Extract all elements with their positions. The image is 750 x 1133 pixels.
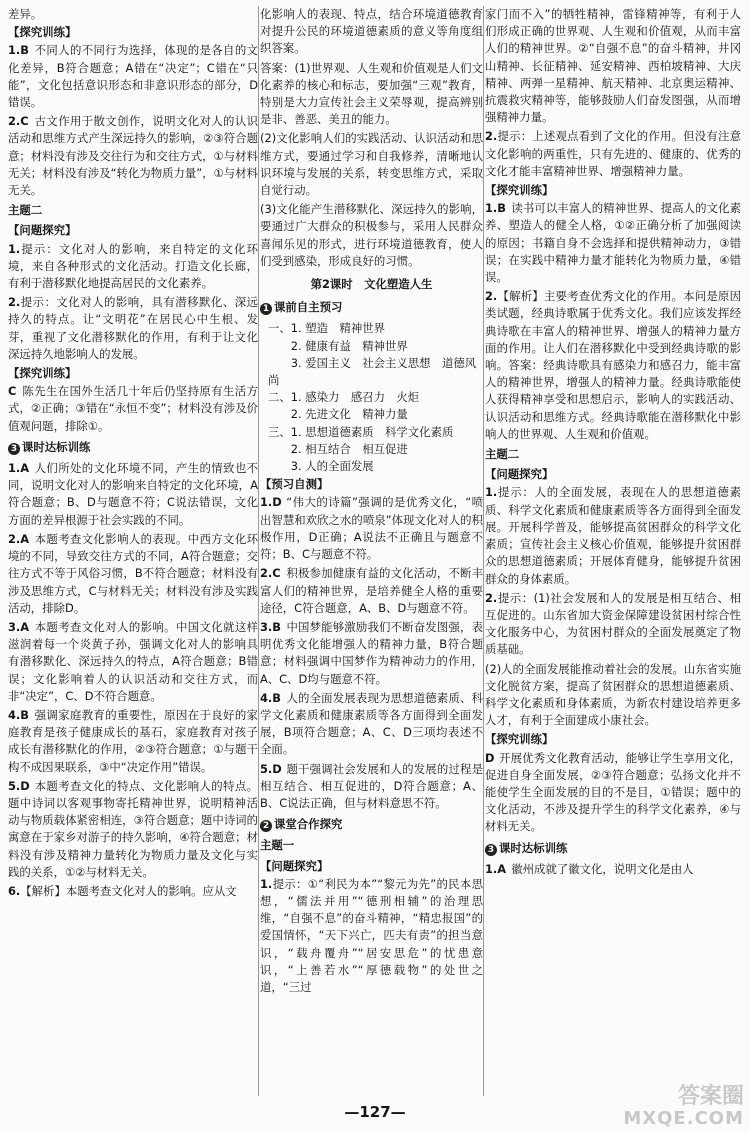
answer-item [8,42,258,111]
lesson-title: 第2课时 文化塑造人生 [310,277,433,292]
section-number-icon: 3 [485,844,497,856]
section-heading [260,816,483,833]
answer-letter: C [20,114,29,129]
fill-answer-line: 2. 健康有益 精神世界 [268,338,408,353]
answer-explanation: 徽州成就了徽文化，说明文化是由人 [511,861,694,876]
exercise-tag: 【探究训练】 [485,732,554,747]
answer-letter: A [20,461,30,476]
section-title: 课前自主预习 [274,300,343,315]
answer-item [8,531,258,617]
answer-letter: B [20,707,29,722]
answer-item [260,494,483,563]
exercise-tag: 【探究训练】 [8,366,77,381]
answer-item [260,876,483,996]
answer-item [485,128,741,180]
section-heading [8,439,258,456]
answer-item [260,690,483,759]
answer-explanation: 不同人的不同行为选择，体现的是各自的文化差异，B符合题意；A错在“决定”；C错在“只能”，文化包括意识形态和非意识形态的部分，D错误。 [8,43,258,110]
question-number: 2. [485,129,498,144]
answer-explanation: 读书可以丰富人的精神世界、提高人的文化素养、塑造人的健全人格，①②正确分析了加强阅读的原因；书籍自身不会选择和提供精神动力，③错误；在实践中精神力量才能转化为物质力量，④错误。 [485,201,741,285]
question-number: 1. [485,201,498,216]
answer-letter: A [20,619,30,634]
section-title: 课时达标训练 [499,840,568,855]
question-number: 5. [8,778,21,793]
question-number: 2. [260,566,273,581]
answer-letter: B [272,690,281,705]
answer-letter: D [272,495,282,510]
answer-explanation: 提示：上述观点看到了文化的作用。但没有注意文化影响的两重性，只有先进的、健康的、优秀的文化才能丰富精神世界、增强精神力量。 [485,129,741,178]
question-number: 1. [260,876,273,891]
answer-column-middle [260,6,483,1096]
answer-item [8,294,258,363]
answer-explanation: 陈先生在国外生活几十年后仍坚持原有生活方式，②正确；③错在“永恒不变”；材料没有涉及价值观问题，排除①。 [8,384,258,433]
fill-answer-line: 2. 相互结合 相互促进 [268,441,408,456]
answer-explanation: 本题考查文化影响人的表现。中西方文化环境的不同，导致交往方式的不同，A符合题意；交往方式不等于风俗习惯，B不符合题意；材料没有涉及思维方式，C与材料无关；材料没有涉及实践活动，排除D。 [8,531,258,615]
section-heading [260,299,483,316]
question-number: 3. [8,619,21,634]
answer-item [8,383,258,435]
fill-answer-line: 3. 人的全面发展 [268,459,374,474]
answer-item [485,861,741,878]
answer-item [8,707,258,776]
answer-explanation: 开展优秀文化教育活动，能够让学生享用文化，促进自身全面发展，②③符合题意；弘扬文化并不能使学生全面发展的目的不是目，①错误；题中的文化活动，不涉及提升学生的科学文化素养，④与材料无关。 [485,750,741,834]
answer-item [260,619,483,688]
page-number: —127— [344,1102,406,1121]
answer-explanation: 人们所处的文化环境不同，产生的情致也不同，说明文化对人的影响来自特定的文化环境，A符合题意；B、D与题意不符；C说法错误，文化方面的差异根源于社会实践的不同。 [8,461,258,527]
answer-explanation: 【解析】主要考查优秀文化的作用。本问是原因类试题，经典诗歌属于优秀文化。我们应该发挥经典诗歌在丰富人的精神世界、增强人的精神力量方面的作用。让人们在潜移默化中受到经典诗歌的影响。答案：经典诗歌具有感染力和感召力，能丰富人的精神世界，增强人的精神力量。经典诗歌能使人获得精神享受和思想启示，影响人的实践活动、认识活动和思维方式。经典诗歌能在潜移默化中影响人的世界观、人生观和价值观。 [485,289,741,441]
answer-item [260,565,483,617]
answer-item [8,113,258,199]
answer-explanation: 人的全面发展表现为思想道德素质、科学文化素质和健康素质等各方面得到全面发展，B项符合题意；A、C、D三项均表述不全面。 [260,690,483,757]
exercise-tag: 【问题探究】 [485,467,554,482]
answer-letter: B [272,619,281,634]
exercise-tag: 【问题探究】 [260,858,329,873]
fill-answer-line: 2. 先进文化 精神力量 [268,407,408,422]
answer-item [8,241,258,293]
section-number-icon: 3 [8,443,20,455]
section-number-icon: 1 [260,303,272,315]
question-number: 6. [8,883,21,898]
answer-item [8,778,258,881]
answer-letter: D [485,750,495,765]
answer-explanation: 提示：文化对人的影响，具有潜移默化、深远持久的特点。让“文明花”在居民心中生根、发芽，重视了文化潜移默化的作用，有利于让文化深远持久地影响人的发展。 [8,295,258,361]
answer-item [485,200,741,286]
answer-item [8,460,258,529]
answer-item [8,883,258,900]
answer-column-left [8,6,258,1096]
answer-letter: A [497,861,507,876]
answer-letter: D [272,761,282,776]
fill-answer-line: 三、1. 思想道德素质 科学文化素质 [268,424,454,439]
section-number-icon: 2 [260,820,272,832]
answer-explanation: 提示：(1)社会发展和人的发展是相互结合、相互促进的。山东省加大资金保障建设贫困村综合性文化服务中心，为贫困村群众的全面发展奠定了物质基础。 [485,590,741,657]
question-number: 1. [8,461,21,476]
answer-explanation: 提示：人的全面发展，表现在人的思想道德素质、科学文化素质和健康素质等各方面得到全面发展。开展科学普及，能够提高贫困群众的科学文化素质；宣传社会主义核心价值观，能够提升贫困群众的思想道德素质；开展体育健身，能够提升贫困群众的身体素质。 [485,485,741,586]
answer-explanation: 提示：①“利民为本”“黎元为先”的民本思想，“儒法并用”“德刑相辅”的治理思维，“自强不息”的奋斗精神，“精忠报国”的爱国情怀，“天下兴亡，匹夫有责”的担当意识，“载舟覆舟”“居安思危”的忧患意识，“上善若水”“厚德载物”的处世之道，“三过 [260,876,483,994]
question-number: 1. [485,485,498,500]
topic-heading: 主题二 [485,447,520,462]
answer-letter: B [497,201,506,216]
answer-explanation: 强调家庭教育的重要性，原因在于良好的家庭教育是孩子健康成长的基石，家庭教育对孩子成长有潜移默化的作用，②③符合题意；①与题干构不成因果联系，③中“决定作用”错误。 [8,707,258,774]
section-heading [485,840,741,857]
answer-letter: A [20,531,30,546]
answer-explanation: 积极参加健康有益的文化活动，不断丰富人们的精神世界，是培养健全人格的重要途径，C符合题意，A、B、D与题意不符。 [260,566,483,615]
question-number: 4. [8,707,21,722]
answer-explanation: 题干强调社会发展和人的发展的过程是相互结合、相互促进的，D符合题意；A、B、C说法正确，但与材料意思不符。 [260,761,483,810]
topic-heading: 主题一 [260,838,295,853]
answer-explanation: 提示：文化对人的影响，来自特定的文化环境，来自各种形式的文化活动。打造文化长廊，有利于潜移默化地提高居民的文化素养。 [8,241,258,291]
watermark-logo-text: 答案圈 [677,1084,744,1109]
watermark-url: MXQE.COM [623,1108,744,1129]
question-number: 5. [260,761,273,776]
fill-answer-line: 一、1. 塑造 精神世界 [268,321,386,336]
answer-paragraph: (2)文化影响人们的实践活动、认识活动和思维方式，要通过学习和自我修养，清晰地认识环境与发展的关系，转变思维方式，采取自觉行动。 [260,131,483,198]
answer-explanation: 本题考查文化的特点、文化影响人的特点。题中诗词以客观事物寄托精神世界，说明精神活动与物质载体紧密相连，③符合题意；题中诗词的寓意在于家乡对游子的持久影响，④符合题意；材料没有涉及精神力量转化为物质力量及文化与实践的关系，①②与材料无关。 [8,778,258,879]
answer-item [485,288,741,443]
answer-item [485,590,741,659]
text-line: 差异。 [8,7,43,21]
answer-paragraph: 家门而不入”的牺牲精神，雷锋精神等，有利于人们形成正确的世界观、人生观和价值观，从而丰富人们的精神世界。②“自强不息”的奋斗精神，井冈山精神、长征精神、延安精神、西柏坡精神、大庆精神、两弹一星精神、航天精神、北京奥运精神、抗震救灾精神等，能够鼓励人们奋发图强，从而增强精神力量。 [485,7,741,125]
column-divider [258,6,259,1096]
answer-paragraph: (2)人的全面发展能推动着社会的发展。山东省实施文化脱贫方案，提高了贫困群众的思想道德素质、科学文化素质和身体素质，为新农村建设培养更多人才，有利于全面建成小康社会。 [485,661,741,728]
question-number: 1. [8,43,21,58]
question-number: 2. [485,289,498,304]
exercise-tag: 【预习自测】 [260,477,329,492]
column-divider [483,6,484,1096]
section-title: 课时达标训练 [22,439,91,454]
question-number: 1. [8,241,21,256]
answer-item [8,619,258,705]
exercise-tag: 【问题探究】 [8,223,77,238]
answer-explanation: “伟大的诗篇”强调的是优秀文化，“喷出智慧和欢欣之水的喷泉”体现文化对人的积极作用，D正确；A说法不正确且与题意不符；B、C与题意不符。 [260,495,483,562]
answer-letter: C [8,384,17,399]
section-title: 课堂合作探究 [274,817,343,832]
answer-paragraph: 化影响人的表现、特点，结合环境道德教育对提升公民的环境道德素质的意义等角度组织答案。 [260,7,483,56]
question-number: 3. [260,619,273,634]
answer-letter: C [272,566,281,581]
answer-paragraph: 答案：(1)世界观、人生观和价值观是人们文化素养的核心和标志，要加强“三观”教育，特别是大力宣传社会主义荣辱观，提高辨别是非、善恶、美丑的能力。 [260,60,483,127]
fill-answer-line: 3. 爱国主义 社会主义思想 道德风尚 [268,355,477,388]
question-number: 1. [260,495,273,510]
answer-explanation: 古文作用于散文创作，说明文化对人的认识活动和思维方式产生深远持久的影响，②③符合题意；材料没有涉及交往行为和交往方式，①与材料无关；材料没有涉及“转化为物质力量”，①与材料无关。 [8,114,258,198]
site-watermark [623,1085,744,1129]
answer-item [485,750,741,836]
fill-answer-line: 二、1. 感染力 感召力 火炬 [268,390,420,405]
question-number: 2. [8,295,21,310]
exercise-tag: 【探究训练】 [485,183,554,198]
question-number: 4. [260,690,273,705]
answer-paragraph: (3)文化能产生潜移默化、深远持久的影响，要通过广大群众的积极参与，采用人民群众喜闻乐见的形式，进行环境道德教育，使人们受到感染，形成良好的习惯。 [260,202,483,268]
answer-explanation: 中国梦能够激励我们不断奋发图强，表明优秀文化能增强人的精神力量，B符合题意；材料强调中国梦作为精神动力的作用，A、C、D均与题意不符。 [260,619,483,686]
question-number: 1. [485,861,498,876]
answer-item [485,484,741,587]
answer-explanation: 【解析】本题考查文化对人的影响。应从文 [20,883,237,898]
answer-letter: B [20,43,29,58]
question-number: 2. [8,531,21,546]
answer-explanation: 本题考查文化对人的影响。中国文化就这样滋润着每一个炎黄子孙，强调文化对人的影响具有潜移默化、深远持久的特点，A符合题意；B错误；文化影响着人的认识活动和交往方式，而非“决定”，C、D不符合题意。 [8,619,258,703]
question-number: 2. [485,590,498,605]
answer-column-right [485,6,741,1096]
exercise-tag: 【探究训练】 [8,25,77,40]
answer-letter: D [20,778,30,793]
answer-item [260,761,483,813]
question-number: 2. [8,114,21,129]
topic-heading: 主题二 [8,203,43,218]
